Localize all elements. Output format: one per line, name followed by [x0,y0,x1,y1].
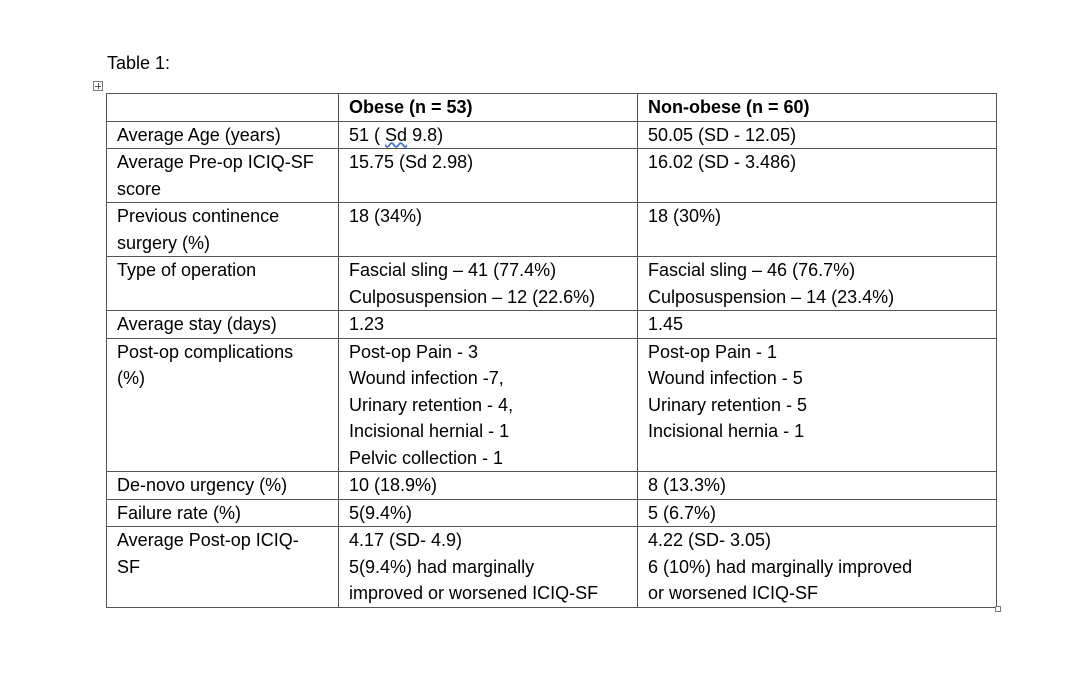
cell-line: Failure rate (%) [117,502,242,523]
cell-line: 16.02 (SD - 3.486) [648,152,797,172]
cell-line: score [117,178,162,199]
obese-value-cell [339,311,638,339]
row-label-cell [107,338,339,472]
cell-line: surgery (%) [117,232,211,253]
nonobese-value-cell [638,257,997,311]
table-move-handle-icon[interactable] [93,81,103,91]
header-row [107,94,997,122]
cell-line: 5(9.4%) [349,502,413,523]
row-label-cell [107,203,339,257]
row-label-cell [107,121,339,149]
spellcheck-underline: Sd [385,124,408,145]
nonobese-value-cell [638,338,997,472]
cell-line: Average Post-op ICIQ- [117,530,299,550]
table-caption: Table 1: [107,53,171,73]
cell-line: 1.45 [648,314,684,334]
cell-line: Post-op Pain - 1 [648,341,778,362]
table-row [107,472,997,500]
cell-line: improved or worsened ICIQ-SF [349,583,599,603]
cell-line: 5(9.4%) had marginally [349,556,535,577]
cell-line: Type of operation [117,260,257,280]
row-label-cell [107,527,339,608]
cell-line: Post-op Pain - 3 [349,341,479,362]
data-table [106,93,997,608]
cell-line: 51 ( Sd 9.8) [349,124,444,145]
obese-value-cell [339,527,638,608]
obese-value-cell [339,499,638,527]
cell-line: Fascial sling – 41 (77.4%) [349,260,557,280]
table-row [107,203,997,257]
obese-value-cell [339,149,638,203]
cell-line: (%) [117,368,145,388]
table-row [107,121,997,149]
cell-line: 4.17 (SD- 4.9) [349,530,463,550]
table-row [107,257,997,311]
cell-line: Pelvic collection - 1 [349,447,504,468]
cell-line: Average Age (years) [117,124,281,145]
cell-line: Previous continence [117,206,280,226]
nonobese-value-cell [638,121,997,149]
cell-line: 5 (6.7%) [648,502,717,523]
row-label-cell [107,499,339,527]
header-cell-nonobese: Non-obese (n = 60) [638,94,997,122]
header-cell-empty [107,94,339,122]
cell-line: SF [117,556,141,577]
cell-line: Post-op complications [117,341,294,362]
cell-line: 8 (13.3%) [648,475,727,495]
cell-line: Incisional hernia - 1 [648,421,805,441]
row-label-cell [107,149,339,203]
row-label-cell [107,472,339,500]
table-row [107,149,997,203]
cell-line: 18 (34%) [349,206,423,226]
obese-value-cell [339,472,638,500]
nonobese-value-cell [638,149,997,203]
obese-value-cell [339,121,638,149]
table-resize-handle-icon[interactable] [995,606,1001,612]
cell-line: Urinary retention - 5 [648,394,808,415]
nonobese-value-cell [638,472,997,500]
obese-value-cell [339,338,638,472]
nonobese-value-cell [638,499,997,527]
cell-line: De-novo urgency (%) [117,475,288,495]
obese-value-cell [339,257,638,311]
cell-line: Average Pre-op ICIQ-SF [117,152,314,172]
obese-value-cell [339,203,638,257]
cell-line: Average stay (days) [117,314,277,334]
cell-line: 6 (10%) had marginally improved [648,556,913,577]
cell-line: Culposuspension – 14 (23.4%) [648,286,895,307]
cell-line: 10 (18.9%) [349,475,438,495]
table-row [107,499,997,527]
row-label-cell [107,257,339,311]
table-row [107,338,997,472]
cell-line: 50.05 (SD - 12.05) [648,124,797,145]
table-row [107,311,997,339]
cell-line: or worsened ICIQ-SF [648,583,819,603]
table-row [107,527,997,608]
cell-line: Fascial sling – 46 (76.7%) [648,260,856,280]
cell-line: Culposuspension – 12 (22.6%) [349,286,596,307]
header-cell-obese: Obese (n = 53) [339,94,638,122]
nonobese-value-cell [638,527,997,608]
cell-line: Wound infection -7, [349,368,504,388]
cell-line: 15.75 (Sd 2.98) [349,152,474,172]
cell-line: 18 (30%) [648,206,722,226]
cell-line: 4.22 (SD- 3.05) [648,530,772,550]
nonobese-value-cell [638,203,997,257]
row-label-cell [107,311,339,339]
nonobese-value-cell [638,311,997,339]
cell-line: Wound infection - 5 [648,368,803,388]
cell-line: Incisional hernial - 1 [349,421,510,441]
cell-line: 1.23 [349,314,385,334]
cell-line: Urinary retention - 4, [349,394,514,415]
